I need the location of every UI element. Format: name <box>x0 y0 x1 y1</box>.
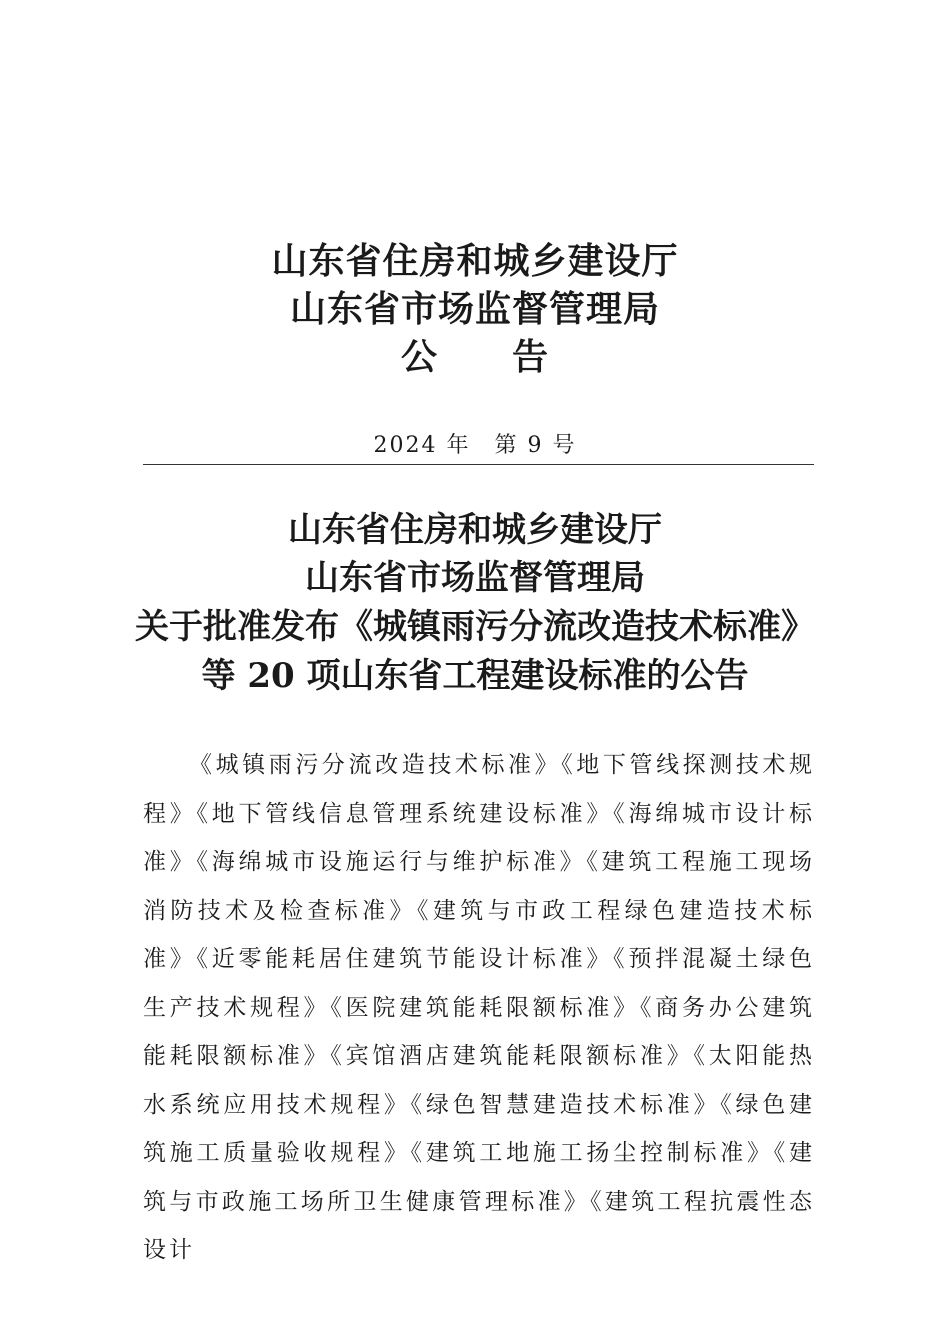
doc-title-line-2: 山东省市场监督管理局 <box>305 558 645 598</box>
issuer-name-market-supervision: 山东省市场监督管理局 <box>289 288 660 330</box>
header-divider <box>143 464 814 465</box>
doc-title-line-4: 等 20 项山东省工程建设标准的公告 <box>201 656 749 696</box>
doc-title-line-1: 山东省住房和城乡建设厅 <box>288 510 662 550</box>
issuer-name-housing-department: 山东省住房和城乡建设厅 <box>271 240 679 282</box>
document-type-heading: 公 告 <box>400 336 549 378</box>
doc-title-line-3: 关于批准发布《城镇雨污分流改造技术标准》 <box>135 607 815 647</box>
body-paragraph: 《城镇雨污分流改造技术标准》《地下管线探测技术规程》《地下管线信息管理系统建设标准》《海绵城市设计标准》《海绵城市设施运行与维护标准》《建筑工程施工现场消防技术及检查标准》《建筑与市政工程绿色建造技术标准》《近零能耗居住建筑节能设计标准》《预拌混凝土绿色生产技术规程》《医院建筑能耗限额标准》《商务办公建筑能耗限额标准》《宾馆酒店建筑能耗限额标准》《太阳能热水系统应用技术规程》《绿色智慧建造技术标准》《绿色建筑施工质量验收规程》《建筑工地施工扬尘控制标准》《建筑与市政施工场所卫生健康管理标准》《建筑工程抗震性态设计 <box>143 752 815 1263</box>
issue-number: 2024 年 第 9 号 <box>373 433 577 458</box>
